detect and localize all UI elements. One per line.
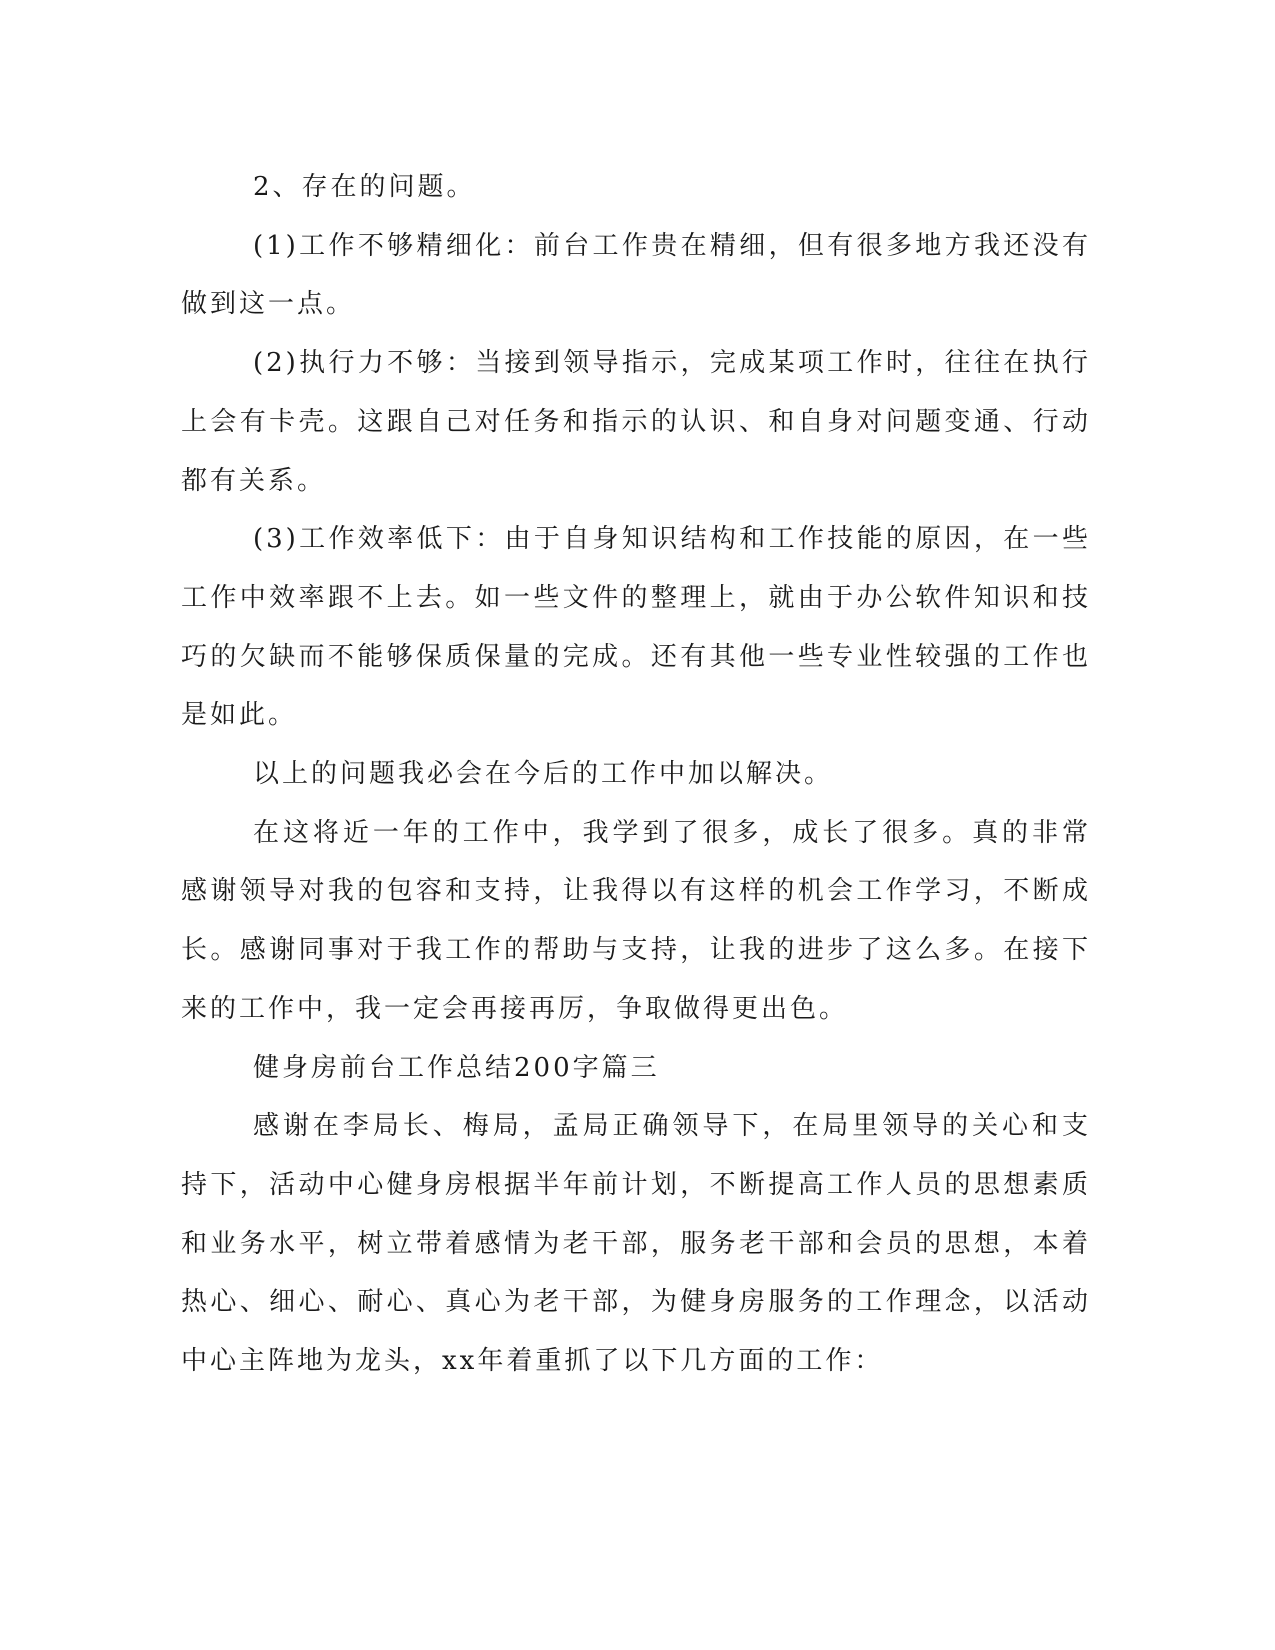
paragraph-resolve: 以上的问题我必会在今后的工作中加以解决。 [253, 759, 834, 790]
paragraph-problems-heading: 2、存在的问题。 [253, 172, 476, 202]
paragraph-section-three-intro: 感谢在李局长、梅局，孟局正确领导下，在局里领导的关心和支持下，活动中心健身房根据半年前计划，不断提高工作人员的思想素质和业务水平，树立带着感情为老干部，服务老干部和会员的思想，本着热心、细心、耐心、真心为老干部，为健身房服务的工作理念，以活动中心主阵地为龙头，xx年着重抓了以下几方面的工作： [181, 1111, 1091, 1377]
paragraph-problem-2: (2)执行力不够：当接到领导指示，完成某项工作时，往往在执行上会有卡壳。这跟自己对任务和指示的认识、和自身对问题变通、行动都有关系。 [181, 348, 1091, 496]
paragraph-problem-3: (3)工作效率低下：由于自身知识结构和工作技能的原因，在一些工作中效率跟不上去。如一些文件的整理上，就由于办公软件知识和技巧的欠缺而不能够保质保量的完成。还有其他一些专业性较强的工作也是如此。 [181, 524, 1091, 731]
paragraph-thanks: 在这将近一年的工作中，我学到了很多，成长了很多。真的非常感谢领导对我的包容和支持，让我得以有这样的机会工作学习，不断成长。感谢同事对于我工作的帮助与支持，让我的进步了这么多。在接下来的工作中，我一定会再接再厉，争取做得更出色。 [181, 817, 1091, 1024]
document-body [181, 158, 1091, 1391]
paragraph-problem-1: (1)工作不够精细化：前台工作贵在精细，但有很多地方我还没有做到这一点。 [181, 230, 1091, 320]
section-title: 健身房前台工作总结200字篇三 [253, 1052, 660, 1083]
